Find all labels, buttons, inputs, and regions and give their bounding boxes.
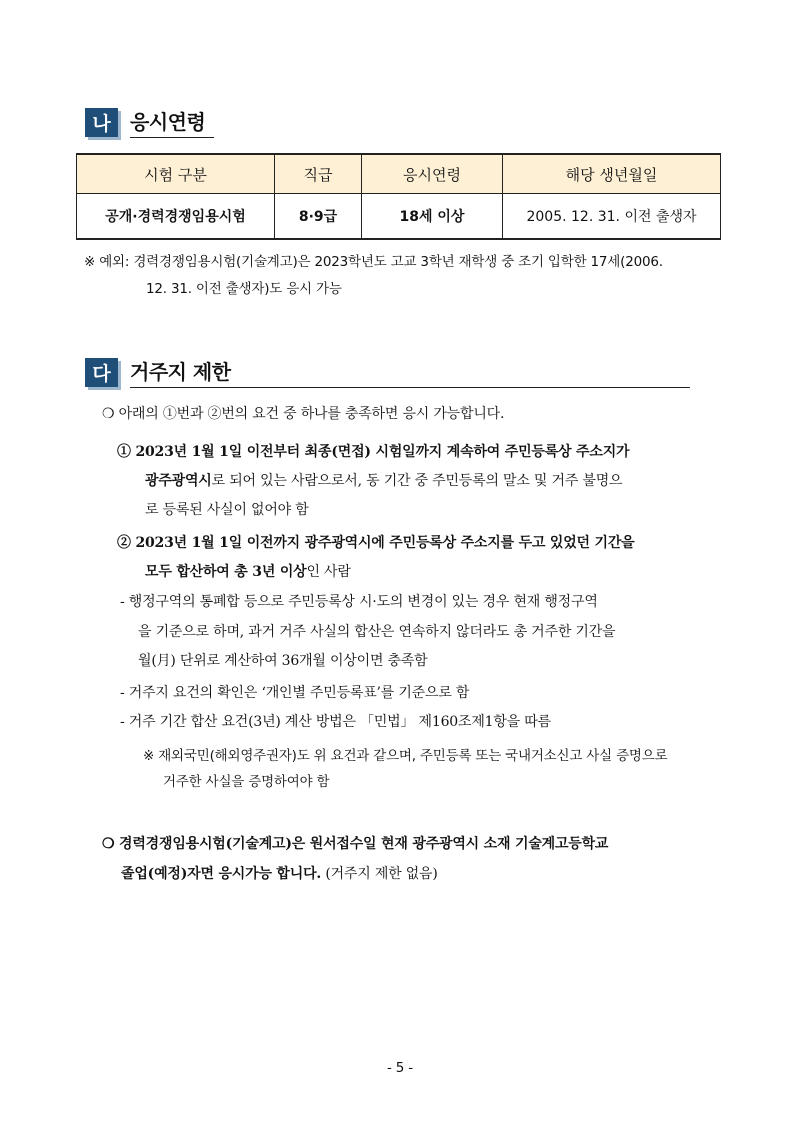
residence-intro: ❍ 아래의 ①번과 ②번의 요건 중 하나를 충족하면 응시 가능합니다.: [102, 406, 505, 422]
section-underline: [130, 387, 690, 388]
tech-school-note: ❍ 경력경쟁임용시험(기술계고)은 원서접수일 현재 광주광역시 소재 기술계고등학교: [102, 836, 609, 852]
table-header-cell: 해당 생년월일: [503, 154, 721, 194]
residence-note-cont: 거주한 사실을 증명하여야 함: [163, 774, 330, 790]
table-cell: 8·9급: [275, 194, 362, 240]
residence-item-2: ② 2023년 1월 1일 이전까지 광주광역시에 주민등록상 주소지를 두고 있었던 기간을: [117, 535, 635, 551]
table-header-cell: 직급: [275, 154, 362, 194]
section-header-age: [85, 106, 205, 137]
age-table: [76, 153, 721, 240]
section-title: 거주지 제한: [130, 360, 231, 384]
bold-text: 모두 합산하여 총 3년 이상: [145, 564, 307, 580]
residence-dash-1-cont: 월(月) 단위로 계산하여 36개월 이상이면 충족함: [138, 653, 428, 669]
bold-text: 졸업(예정)자면 응시가능 합니다.: [121, 866, 322, 882]
residence-dash-3: - 거주 기간 합산 요건(3년) 계산 방법은 「민법」 제160조제1항을 따름: [120, 714, 551, 730]
tech-school-note-cont: [121, 859, 438, 889]
residence-item-2-cont: [145, 557, 351, 587]
exception-note-line: ※ 예외: 경력경쟁임용시험(기술계고)은 2023학년도 고교 3학년 재학생 중 조기 입학한 17세(2006.: [84, 254, 663, 270]
table-header-row: [77, 154, 721, 194]
exception-note-line: 12. 31. 이전 출생자)도 응시 가능: [146, 281, 342, 297]
residence-dash-1-cont: 을 기준으로 하며, 과거 거주 사실의 합산은 연속하지 않더라도 총 거주한 기간을: [138, 624, 616, 640]
section-badge: 나: [85, 108, 118, 137]
plain-text: (거주지 제한 없음): [321, 866, 438, 882]
table-header-cell: 응시연령: [362, 154, 503, 194]
bold-text: 광주광역시: [145, 473, 212, 489]
residence-item-1: ① 2023년 1월 1일 이전부터 최종(면접) 시험일까지 계속하여 주민등록상 주소지가: [117, 444, 630, 460]
table-cell: 공개·경력경쟁임용시험: [77, 194, 275, 240]
section-title: 응시연령: [130, 110, 206, 134]
page-number: - 5 -: [387, 1060, 413, 1076]
table-cell: 2005. 12. 31. 이전 출생자: [503, 194, 721, 240]
table-cell: 18세 이상: [362, 194, 503, 240]
table-row: [77, 194, 721, 240]
residence-note: ※ 재외국민(해외영주권자)도 위 요건과 같으며, 주민등록 또는 국내거소신고 사실 증명으로: [143, 748, 668, 764]
section-badge: 다: [85, 358, 118, 387]
residence-dash-2: - 거주지 요건의 확인은 ‘개인별 주민등록표’를 기준으로 함: [120, 685, 470, 701]
plain-text: 로 되어 있는 사람으로서, 동 기간 중 주민등록의 말소 및 거주 불명으: [211, 473, 623, 489]
section-header-residence: [85, 356, 231, 387]
plain-text: 인 사람: [306, 564, 351, 580]
section-underline: [130, 137, 214, 138]
residence-item-1-cont: [145, 466, 622, 496]
residence-dash-1: - 행정구역의 통폐합 등으로 주민등록상 시·도의 변경이 있는 경우 현재 행정구역: [120, 594, 598, 610]
table-header-cell: 시험 구분: [77, 154, 275, 194]
residence-item-1-cont: 로 등록된 사실이 없어야 함: [145, 502, 309, 518]
